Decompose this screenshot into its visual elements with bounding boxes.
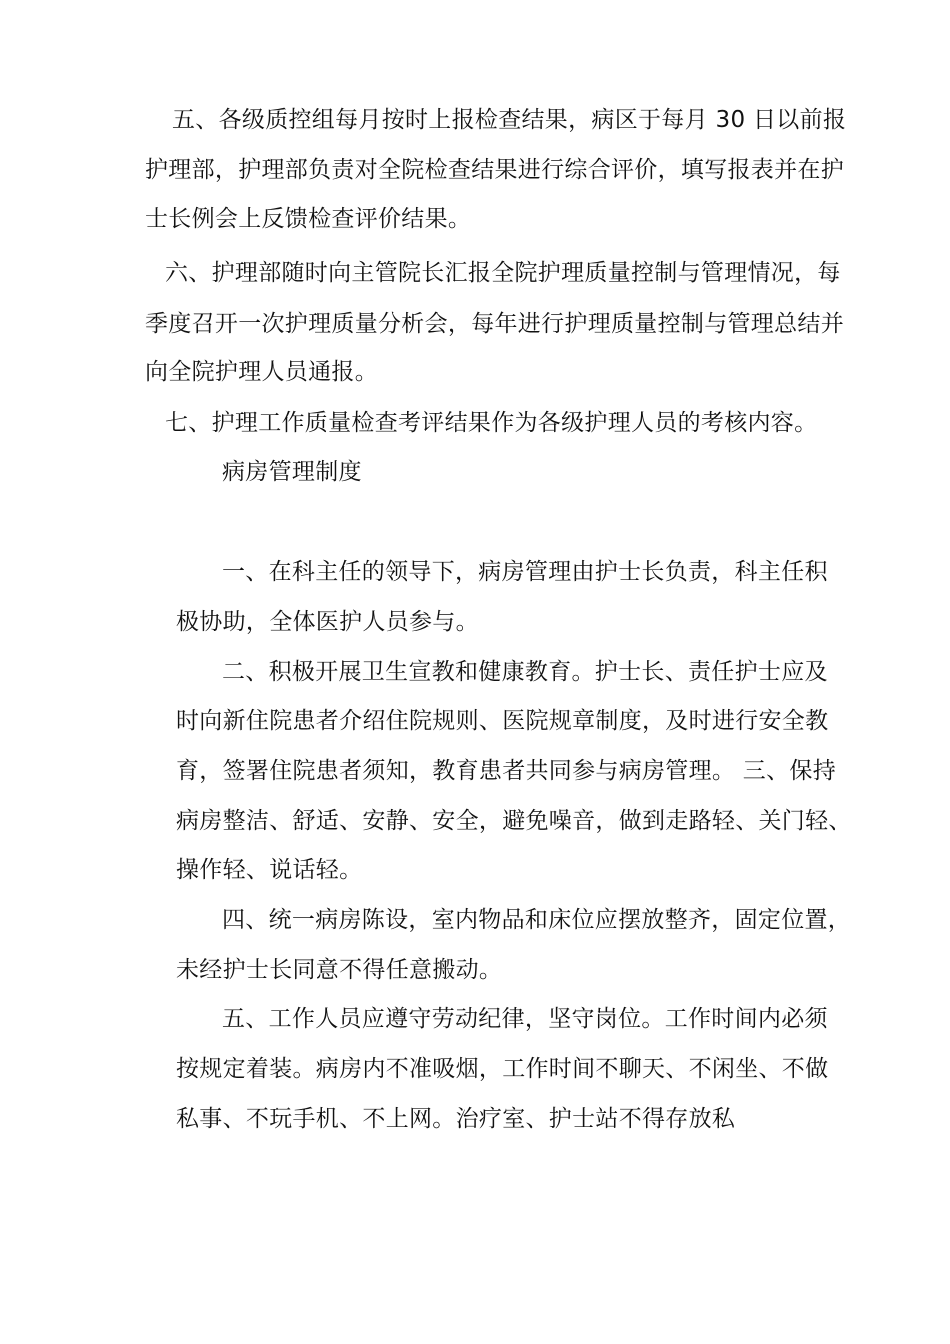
section-title: 病房管理制度 — [222, 459, 362, 485]
paragraph-line: 护理部，护理部负责对全院检查结果进行综合评价，填写报表并在护 — [145, 157, 844, 183]
paragraph-line: 病房整洁、舒适、安静、安全，避免噪音，做到走路轻、关门轻、 — [176, 808, 852, 834]
paragraph-line: 士长例会上反馈检查评价结果。 — [145, 206, 472, 232]
paragraph-line: 极协助，全体医护人员参与。 — [176, 609, 479, 635]
paragraph-line: 一、在科主任的领导下，病房管理由护士长负责，科主任积 — [222, 559, 828, 585]
paragraph-line: 六、护理部随时向主管院长汇报全院护理质量控制与管理情况，每 — [165, 260, 841, 286]
paragraph-line: 育，签署住院患者须知，教育患者共同参与病房管理。 三、保持 — [176, 758, 837, 784]
paragraph-line: 向全院护理人员通报。 — [145, 359, 378, 385]
paragraph-line: 按规定着装。病房内不准吸烟，工作时间不聊天、不闲坐、不做 — [176, 1056, 829, 1082]
paragraph-line: 五、工作人员应遵守劳动纪律，坚守岗位。工作时间内必须 — [222, 1006, 828, 1032]
paragraph-line: 四、统一病房陈设，室内物品和床位应摆放整齐，固定位置， — [222, 907, 852, 933]
paragraph-line: 七、护理工作质量检查考评结果作为各级护理人员的考核内容。 — [165, 410, 818, 436]
paragraph-line: 季度召开一次护理质量分析会，每年进行护理质量控制与管理总结并 — [145, 311, 844, 337]
paragraph-line: 操作轻、说话轻。 — [176, 857, 363, 883]
paragraph-line: 五、各级质控组每月按时上报检查结果，病区于每月 30 日以前报 — [172, 107, 847, 133]
paragraph-line: 私事、不玩手机、不上网。治疗室、护士站不得存放私 — [176, 1106, 736, 1132]
paragraph-line: 未经护士长同意不得任意搬动。 — [176, 957, 503, 983]
paragraph-line: 时向新住院患者介绍住院规则、医院规章制度，及时进行安全教 — [176, 708, 829, 734]
paragraph-line: 二、积极开展卫生宣教和健康教育。护士长、责任护士应及 — [222, 659, 828, 685]
